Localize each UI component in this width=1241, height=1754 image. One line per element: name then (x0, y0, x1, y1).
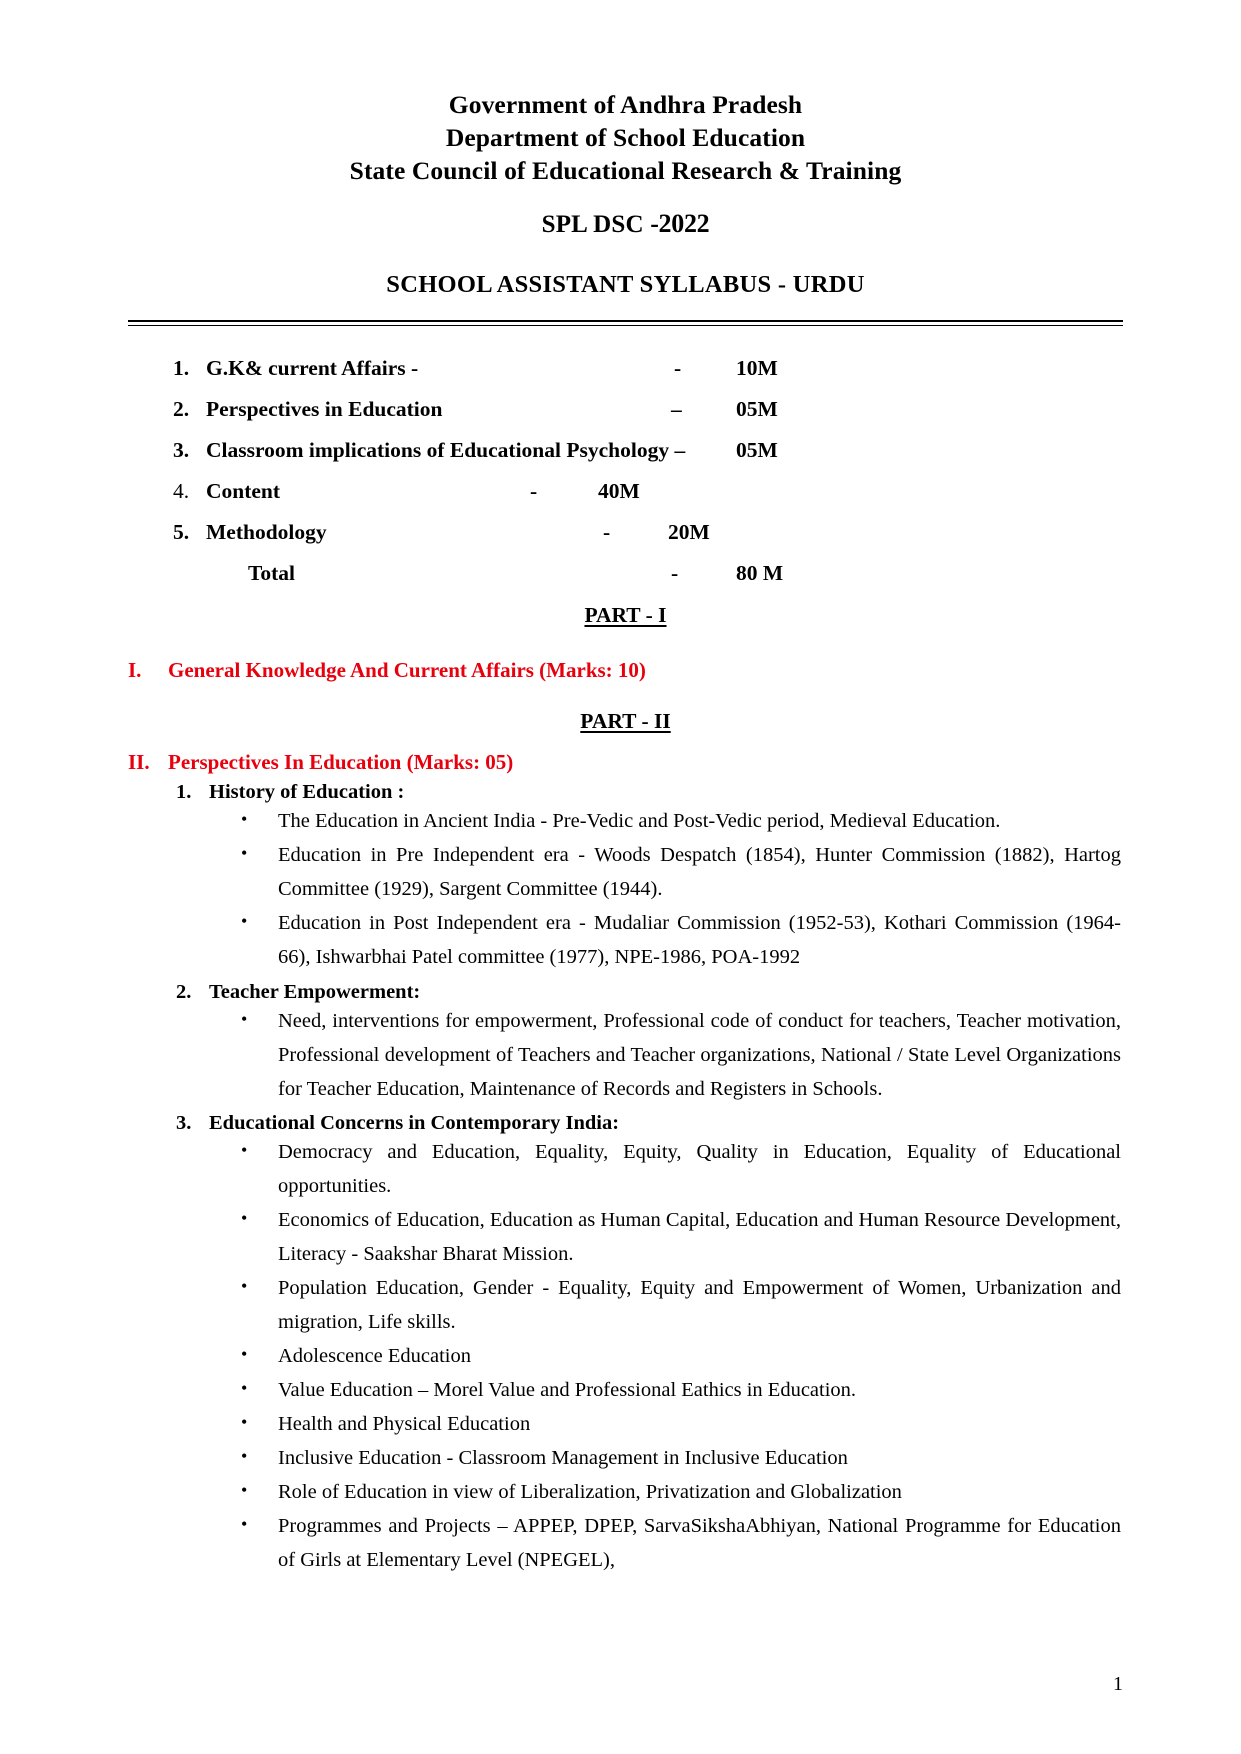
part-one-heading (128, 603, 1123, 628)
exam-code-label: SPL DSC (541, 211, 651, 239)
marks-total-label: Total (248, 561, 295, 586)
subsection-number: 2. (176, 980, 192, 1003)
marks-row-label: Content (206, 479, 281, 504)
bullet-icon: • (241, 1008, 248, 1029)
marks-row-value: 10M (736, 356, 778, 381)
marks-row (128, 430, 1123, 471)
list-item-text: Adolescence Education (278, 1344, 471, 1367)
bullet-list (128, 1004, 1123, 1106)
subsection-educational-concerns (128, 1112, 1123, 1577)
bullet-icon: • (241, 911, 248, 932)
marks-row-value: 20M (668, 520, 710, 545)
marks-row-dash: - (603, 520, 611, 545)
list-item (128, 804, 1123, 838)
list-item (128, 1339, 1123, 1373)
marks-row (128, 471, 1123, 512)
bullet-list (128, 1135, 1123, 1577)
marks-row-number: 3. (173, 438, 190, 463)
section-roman-number: I. (128, 658, 142, 683)
subsection-heading (128, 1112, 1123, 1135)
bullet-icon: • (241, 1411, 248, 1432)
page-number: 1 (1113, 1673, 1123, 1695)
subsection-title: Teacher Empowerment: (209, 980, 421, 1003)
bullet-icon: • (241, 1377, 248, 1398)
marks-total-dash: - (671, 561, 679, 586)
list-item-text: Population Education, Gender - Equality, Equity and Empowerment of Women, Urbanization and migration, Life skills. (278, 1276, 1121, 1333)
list-item-text: Value Education – Morel Value and Professional Eathics in Education. (278, 1378, 857, 1401)
subsection-title: History of Education : (209, 781, 405, 804)
marks-row-value: 05M (736, 397, 778, 422)
subsection-number: 1. (176, 781, 192, 804)
list-item (128, 1271, 1123, 1339)
list-item-text: Inclusive Education - Classroom Management in Inclusive Education (278, 1446, 848, 1469)
list-item-text: Programmes and Projects – APPEP, DPEP, SarvaSikshaAbhiyan, National Programme for Education of Girls at Elementary Level (NPEGEL), (278, 1514, 1121, 1571)
bullet-icon: • (241, 1139, 248, 1160)
marks-summary-list (128, 348, 1123, 594)
marks-row-label: Methodology (206, 520, 327, 545)
list-item (128, 1373, 1123, 1407)
header-line-2: Department of School Education (445, 123, 806, 153)
marks-row-dash: - (674, 356, 682, 381)
bullet-icon: • (241, 1207, 248, 1228)
bullet-icon: • (241, 809, 248, 830)
marks-row-label: Classroom implications of Educational Psychology – (206, 438, 686, 463)
part-one-heading-text: PART - I (584, 603, 667, 628)
subsection-history-of-education (128, 781, 1123, 974)
marks-row-dash: – (671, 397, 682, 422)
marks-row (128, 512, 1123, 553)
part-two-heading (128, 709, 1123, 734)
marks-row-label: Perspectives in Education (206, 397, 443, 422)
bullet-icon: • (241, 1513, 248, 1534)
list-item-text: Economics of Education, Education as Human Capital, Education and Human Resource Development, Literacy - Saakshar Bharat Mission. (278, 1208, 1121, 1265)
header-line-1: Government of Andhra Pradesh (448, 90, 803, 119)
subsection-title: Educational Concerns in Contemporary India: (209, 1111, 620, 1134)
marks-row (128, 348, 1123, 389)
marks-row-number: 2. (173, 397, 190, 422)
list-item (128, 1004, 1123, 1106)
list-item (128, 1509, 1123, 1577)
document-header (128, 88, 1123, 187)
bullet-list (128, 804, 1123, 974)
header-line-3: State Council of Educational Research & Training (349, 156, 902, 186)
marks-row-value: 40M (598, 479, 640, 504)
section-title: Perspectives In Education (Marks: 05) (168, 750, 514, 775)
list-item (128, 838, 1123, 906)
exam-code-line (128, 209, 1123, 239)
list-item (128, 1407, 1123, 1441)
section-perspectives-in-education (128, 750, 1123, 775)
subsection-number: 3. (176, 1111, 192, 1134)
subsection-teacher-empowerment (128, 981, 1123, 1106)
subsection-heading (128, 981, 1123, 1004)
marks-row-number: 5. (173, 520, 190, 545)
list-item-text: Role of Education in view of Liberalization, Privatization and Globalization (278, 1480, 902, 1503)
marks-row-label: G.K& current Affairs - (206, 356, 419, 381)
list-item-text: Democracy and Education, Equality, Equity, Quality in Education, Equality of Educational opportunities. (278, 1140, 1121, 1197)
list-item-text: Health and Physical Education (278, 1412, 531, 1435)
list-item-text: Education in Post Independent era - Mudaliar Commission (1952-53), Kothari Commission (1964-66), Ishwarbhai Patel committee (1977), NPE-1986, POA-1992 (278, 912, 1121, 969)
list-item (128, 1135, 1123, 1203)
bullet-icon: • (241, 1275, 248, 1296)
header-divider (128, 320, 1123, 326)
subsection-heading (128, 781, 1123, 804)
marks-row-value: 05M (736, 438, 778, 463)
list-item (128, 906, 1123, 974)
section-general-knowledge (128, 658, 1123, 683)
part-two-heading-text: PART - II (580, 709, 671, 734)
marks-total-row (128, 553, 1123, 594)
marks-row-number: 4. (173, 479, 190, 504)
list-item-text: Education in Pre Independent era - Woods Despatch (1854), Hunter Commission (1882), Hartog Committee (1929), Sargent Committee (1944). (278, 844, 1121, 901)
list-item (128, 1475, 1123, 1509)
marks-row-number: 1. (173, 356, 190, 381)
bullet-icon: • (241, 1343, 248, 1364)
marks-row-dash: - (530, 479, 538, 504)
list-item (128, 1203, 1123, 1271)
marks-total-value: 80 M (736, 561, 784, 586)
bullet-icon: • (241, 843, 248, 864)
list-item (128, 1441, 1123, 1475)
marks-row (128, 389, 1123, 430)
bullet-icon: • (241, 1445, 248, 1466)
bullet-icon: • (241, 1479, 248, 1500)
list-item-text: The Education in Ancient India - Pre-Vedic and Post-Vedic period, Medieval Education. (278, 810, 1001, 833)
exam-year: -2022 (650, 209, 710, 239)
list-item-text: Need, interventions for empowerment, Professional code of conduct for teachers, Teacher motivation, Professional development of Teachers and Teacher organizations, National / State Level Organizations for Teacher Education, Maintenance of Records and Registers in Schools. (278, 1009, 1121, 1100)
subject-title: SCHOOL ASSISTANT SYLLABUS - URDU (386, 271, 865, 299)
section-title: General Knowledge And Current Affairs (Marks: 10) (168, 658, 646, 683)
section-roman-number: II. (128, 750, 150, 775)
